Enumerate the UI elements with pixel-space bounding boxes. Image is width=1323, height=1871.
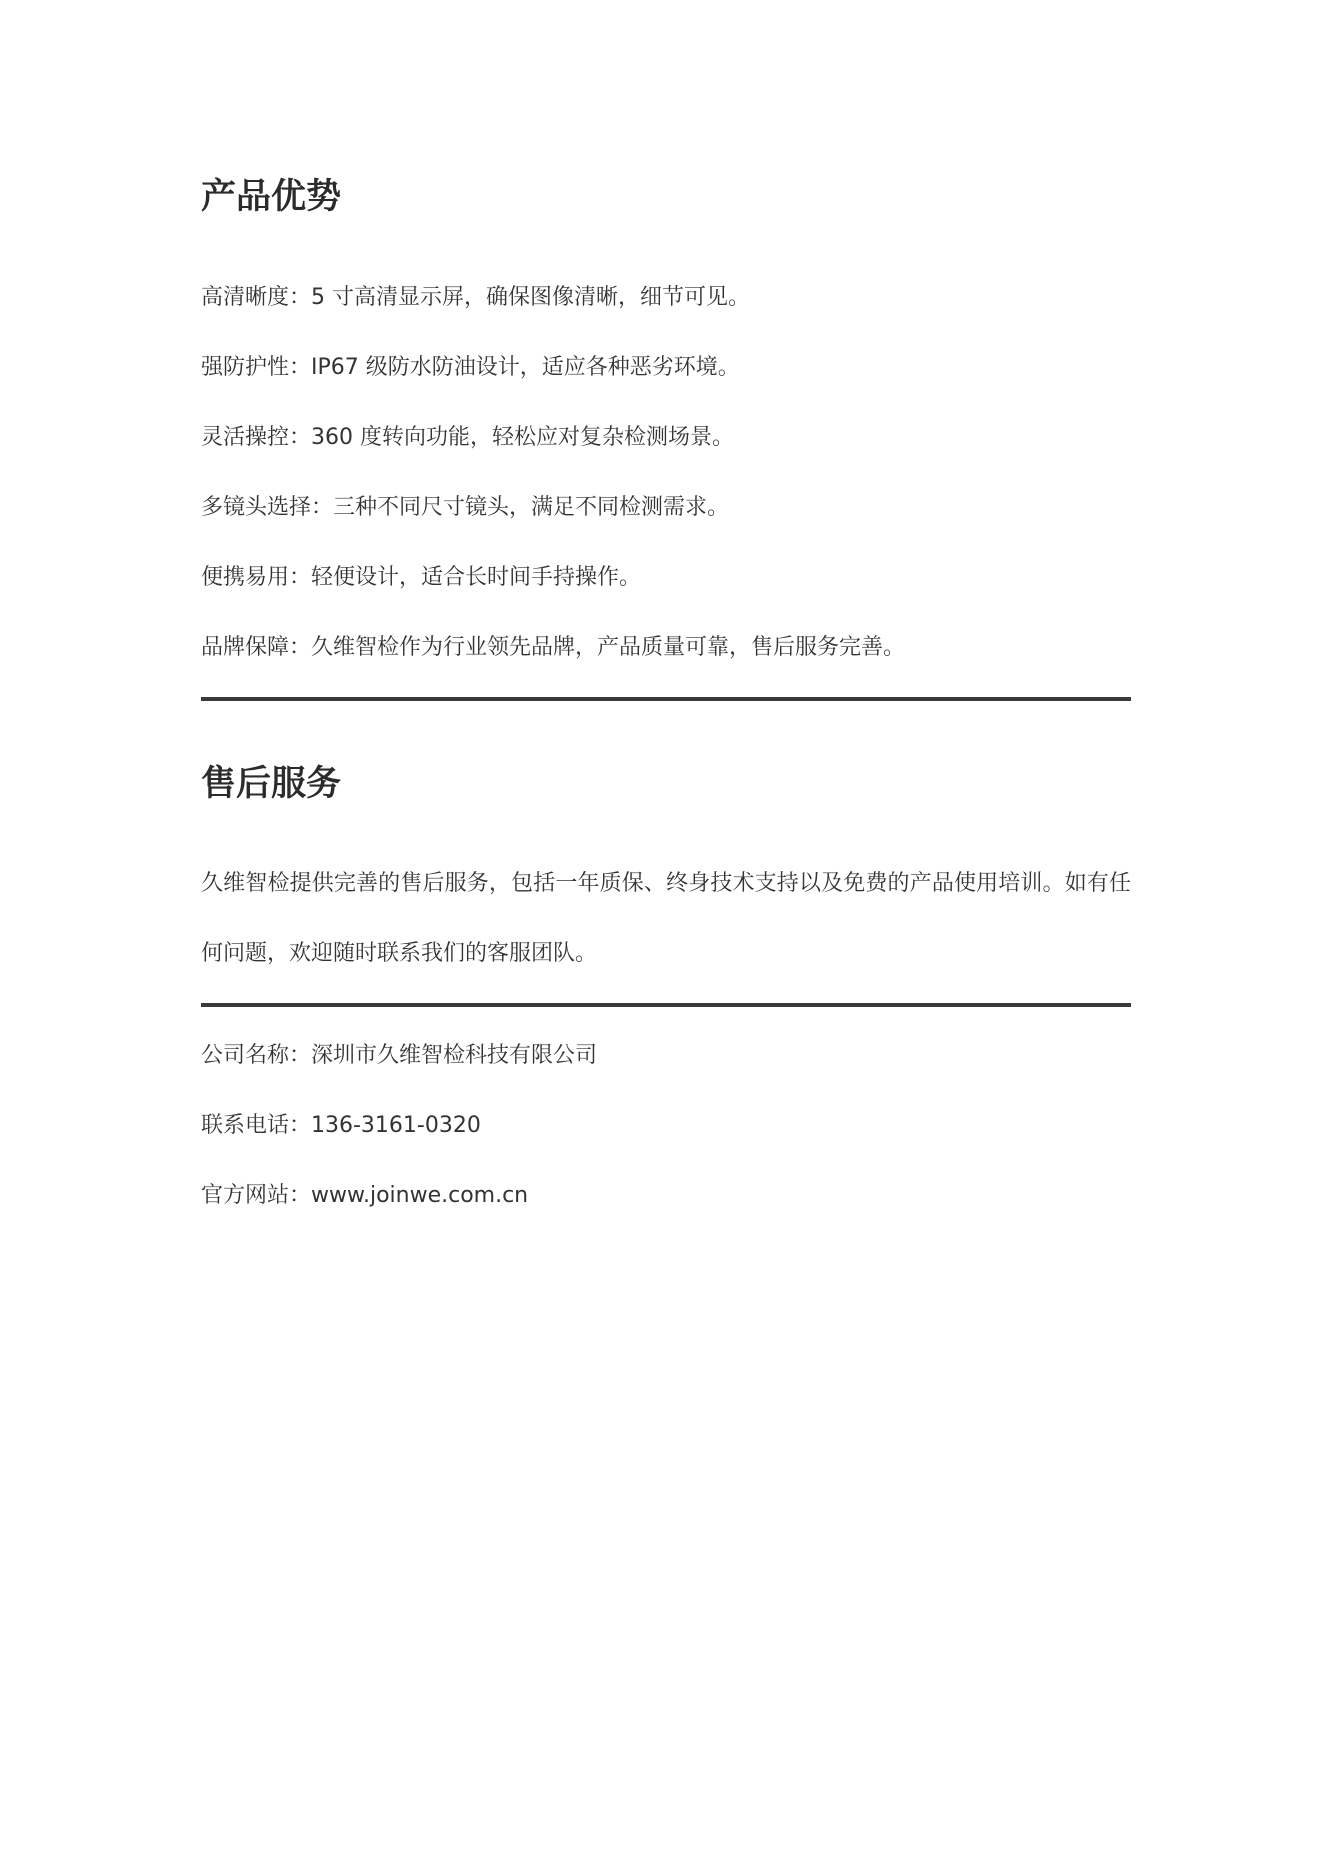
advantage-item-resolution: 高清晰度：5 寸高清显示屏，确保图像清晰，细节可见。 [201, 285, 750, 310]
advantage-item-lenses: 多镜头选择：三种不同尺寸镜头，满足不同检测需求。 [201, 495, 730, 520]
advantage-item-control: 灵活操控：360 度转向功能，轻松应对复杂检测场景。 [201, 425, 734, 450]
contact-company: 公司名称：深圳市久维智检科技有限公司 [201, 1043, 598, 1068]
contact-website: 官方网站：www.joinwe.com.cn [201, 1183, 529, 1208]
advantage-item-brand: 品牌保障：久维智检作为行业领先品牌，产品质量可靠，售后服务完善。 [201, 635, 906, 660]
section-divider [201, 697, 1131, 701]
contact-phone: 联系电话：136-3161-0320 [201, 1113, 481, 1138]
advantages-heading: 产品优势 [201, 177, 342, 217]
advantage-item-portable: 便携易用：轻便设计，适合长时间手持操作。 [201, 565, 642, 590]
advantage-item-protection: 强防护性：IP67 级防水防油设计，适应各种恶劣环境。 [201, 355, 740, 380]
after-sales-paragraph: 久维智检提供完善的售后服务，包括一年质保、终身技术支持以及免费的产品使用培训。如有任何问题，欢迎随时联系我们的客服团队。 [201, 871, 1131, 966]
after-sales-heading: 售后服务 [201, 764, 342, 804]
section-divider [201, 1003, 1131, 1007]
